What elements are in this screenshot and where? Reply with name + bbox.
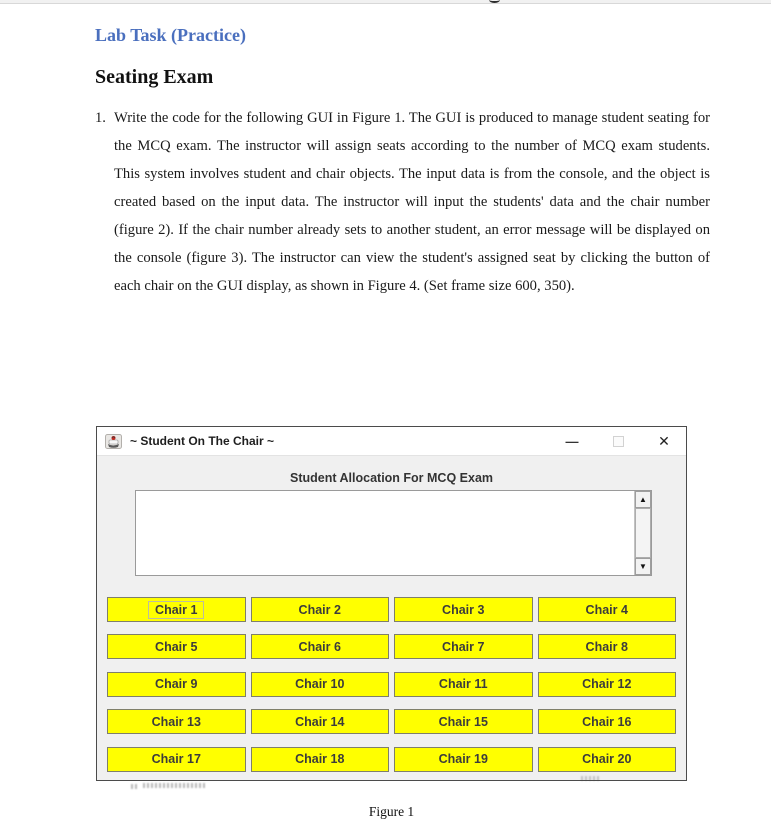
figure-caption: Figure 1 <box>368 804 415 819</box>
chair-8-button[interactable] <box>538 634 677 659</box>
chair-16-button[interactable] <box>538 709 677 734</box>
chair-11-label: Chair 11 <box>438 677 488 692</box>
window-titlebar[interactable] <box>97 427 686 456</box>
chair-1-label: Chair 1 <box>148 601 204 619</box>
minimize-icon: — <box>565 433 579 449</box>
vertical-scrollbar[interactable] <box>634 491 651 575</box>
chair-10-button[interactable] <box>251 672 390 697</box>
chair-12-button[interactable] <box>538 672 677 697</box>
chair-18-label: Chair 18 <box>295 752 345 767</box>
maximize-icon <box>613 436 624 447</box>
background-text-artifact <box>143 783 207 788</box>
student-on-the-chair-window <box>96 426 687 781</box>
allocation-textarea[interactable] <box>135 490 652 576</box>
chair-5-button[interactable] <box>107 634 246 659</box>
chair-17-label: Chair 17 <box>151 752 201 767</box>
chair-14-label: Chair 14 <box>295 714 345 729</box>
lab-task-heading: Lab Task (Practice) <box>95 25 246 45</box>
scroll-down-icon: ▼ <box>639 562 647 571</box>
window-title: ~ Student On The Chair ~ <box>130 434 275 448</box>
chair-17-button[interactable] <box>107 747 246 772</box>
task-paragraph: Write the code for the following GUI in Figure 1. The GUI is produced to manage student seating for the MCQ exam. The instructor will assign seats according to the number of MCQ exam students. This system involves student and chair objects. The input data is from the console, and the object is created based on the input data. The instructor will input the students' data and the chair number (figure 2). If the chair number already sets to another student, an error message will be displayed on the console (figure 3). The instructor can view the student's assigned seat by clicking the button of each chair on the GUI display, as shown in Figure 4. (Set frame size 600, 350). <box>114 110 710 294</box>
java-app-icon <box>105 434 122 449</box>
close-icon: ✕ <box>658 433 670 449</box>
chair-10-label: Chair 10 <box>295 677 345 692</box>
chair-11-button[interactable] <box>394 672 533 697</box>
chair-button-grid <box>107 597 676 772</box>
chair-2-label: Chair 2 <box>298 602 341 617</box>
allocation-header-label: Student Allocation For MCQ Exam <box>289 471 494 485</box>
chair-16-label: Chair 16 <box>582 714 632 729</box>
chair-9-label: Chair 9 <box>155 677 198 692</box>
chair-5-label: Chair 5 <box>155 639 198 654</box>
scroll-up-button[interactable] <box>635 491 651 508</box>
chair-19-button[interactable] <box>394 747 533 772</box>
scrollbar-thumb[interactable] <box>635 508 651 558</box>
chair-8-label: Chair 8 <box>585 639 628 654</box>
chair-4-button[interactable] <box>538 597 677 622</box>
window-controls <box>564 433 672 449</box>
maximize-button[interactable] <box>610 433 626 449</box>
minimize-button[interactable] <box>564 433 580 449</box>
chair-13-button[interactable] <box>107 709 246 734</box>
seating-exam-heading: Seating Exam <box>95 66 214 88</box>
background-text-artifact <box>131 784 138 789</box>
page-top-cutoff-strip <box>0 0 771 4</box>
chair-3-button[interactable] <box>394 597 533 622</box>
chair-1-button[interactable] <box>107 597 246 622</box>
chair-19-label: Chair 19 <box>438 752 488 767</box>
chair-13-label: Chair 13 <box>151 714 201 729</box>
chair-14-button[interactable] <box>251 709 390 734</box>
chair-15-button[interactable] <box>394 709 533 734</box>
chair-2-button[interactable] <box>251 597 390 622</box>
chair-15-label: Chair 15 <box>438 714 488 729</box>
chair-20-button[interactable] <box>538 747 677 772</box>
chair-7-label: Chair 7 <box>442 639 485 654</box>
task-list-item <box>95 104 710 300</box>
chair-20-label: Chair 20 <box>582 752 632 767</box>
chair-9-button[interactable] <box>107 672 246 697</box>
background-text-artifact <box>581 776 601 781</box>
chair-12-label: Chair 12 <box>582 677 632 692</box>
chair-3-label: Chair 3 <box>442 602 485 617</box>
chair-6-button[interactable] <box>251 634 390 659</box>
chair-18-button[interactable] <box>251 747 390 772</box>
chair-4-label: Chair 4 <box>585 602 628 617</box>
list-number: 1. <box>95 110 106 126</box>
scroll-down-button[interactable] <box>635 558 651 575</box>
scroll-up-icon: ▲ <box>639 495 647 504</box>
cutoff-text-artifact <box>489 0 500 3</box>
chair-7-button[interactable] <box>394 634 533 659</box>
close-button[interactable] <box>656 433 672 449</box>
chair-6-label: Chair 6 <box>298 639 341 654</box>
